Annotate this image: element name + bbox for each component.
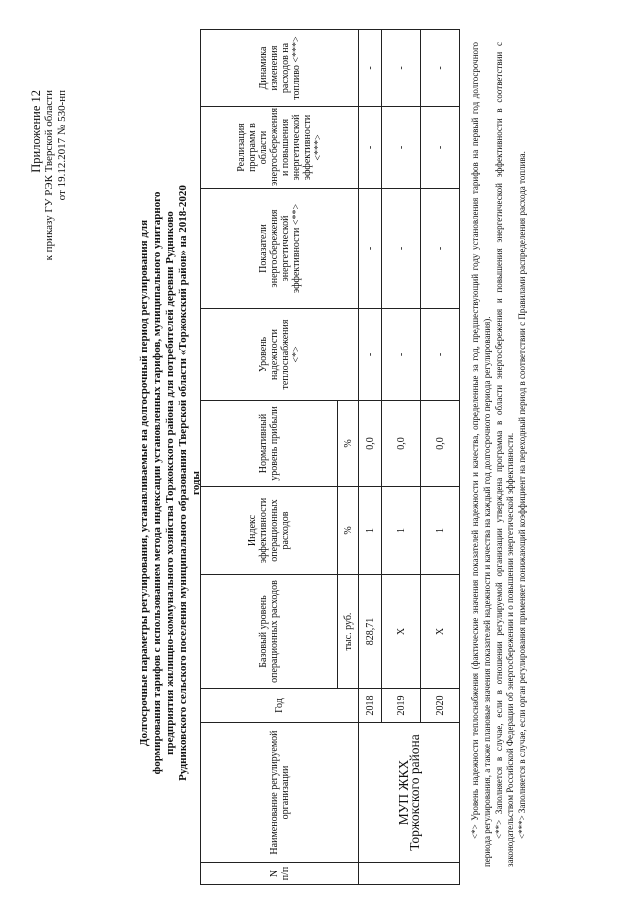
unit-base: тыс. руб. <box>338 575 359 689</box>
cell-program: - <box>359 107 382 189</box>
cell-year: 2020 <box>421 689 460 723</box>
org-name: МУП ЖКХ Торжокского района <box>359 723 460 863</box>
cell-fuel: - <box>421 30 460 107</box>
row-num-cell <box>359 863 460 885</box>
header-num: N п/п <box>201 863 359 885</box>
document-title: Долгосрочные параметры регулирования, устанавливаемые на долгосрочный период регулирования для формирования тарифов с использованием метода индексации установленных тарифов, муниципального унитарного предприятия жилищно-коммунального хозяйства Торжокского района для потребителей деревни Рудниково Рудниковского сельского поселения муниципального образования Тверской области «Торжокский район» на 2018-2020 годы <box>138 185 202 781</box>
cell-reliability: - <box>359 309 382 401</box>
header-year: Год <box>201 689 359 723</box>
header-org: Наименование регулируемой организации <box>201 723 359 863</box>
cell-fuel: - <box>382 30 421 107</box>
header-fuel: Динамика изменения расходов на топливо <***> <box>201 30 359 107</box>
header-profit: Нормативный уровень прибыли <box>201 401 338 487</box>
cell-profit: 0,0 <box>359 401 382 487</box>
cell-base: Х <box>382 575 421 689</box>
table-row <box>359 30 382 885</box>
cell-year: 2019 <box>382 689 421 723</box>
appendix-order: к приказу ГУ РЭК Тверской области <box>43 90 55 261</box>
cell-energy: - <box>382 189 421 309</box>
cell-energy: - <box>359 189 382 309</box>
cell-index: 1 <box>359 487 382 575</box>
header-reliability: Уровень надежности теплоснабжения <*> <box>201 309 359 401</box>
footnote-fuel: <***> Заполняется в случае, если орган регулирования применяет понижающий коэффициент на переходный период в соответствии с Правилами распределения расхода топлива. <box>517 151 528 839</box>
unit-profit: % <box>338 401 359 487</box>
cell-reliability: - <box>421 309 460 401</box>
appendix-date: от 19.12.2017 № 530-нп <box>56 90 68 201</box>
cell-program: - <box>382 107 421 189</box>
cell-fuel: - <box>359 30 382 107</box>
cell-profit: 0,0 <box>382 401 421 487</box>
header-program: Реализация программ в области энергосбережения и повышения энергетической эффективности <***> <box>201 107 359 189</box>
footnote-reliability: <*> Уровень надежности теплоснабжения (фактические значения показателей надежности и качества, определенные за год, предшествующий году установления тарифов на первый год долгосрочного периода регулирования, а также плановые значения показателей надежности и качества на каждый год долгосрочного периода регулирования). <box>470 42 492 867</box>
parameters-table <box>200 29 460 885</box>
unit-index: % <box>338 487 359 575</box>
cell-base: 828,71 <box>359 575 382 689</box>
cell-index: 1 <box>382 487 421 575</box>
cell-index: 1 <box>421 487 460 575</box>
cell-energy: - <box>421 189 460 309</box>
appendix-number: Приложение 12 <box>29 90 43 173</box>
appendix-header <box>30 90 69 260</box>
footnotes <box>470 42 529 867</box>
cell-year: 2018 <box>359 689 382 723</box>
header-index: Индекс эффективности операционных расходов <box>201 487 338 575</box>
header-base: Базовый уровень операционных расходов <box>201 575 338 689</box>
cell-profit: 0,0 <box>421 401 460 487</box>
cell-base: Х <box>421 575 460 689</box>
footnote-energy: <**> Заполняется в случае, если в отношении регулируемой организации утверждена программа в области энергосбережения и повышения энергетической эффективности в соответствии с законодательством Российской Федерации об энергосбережении и о повышении энергетической эффективности. <box>493 42 516 867</box>
cell-program: - <box>421 107 460 189</box>
header-energy: Показатели энергосбережения энергетической эффективности <**> <box>201 189 359 309</box>
cell-reliability: - <box>382 309 421 401</box>
